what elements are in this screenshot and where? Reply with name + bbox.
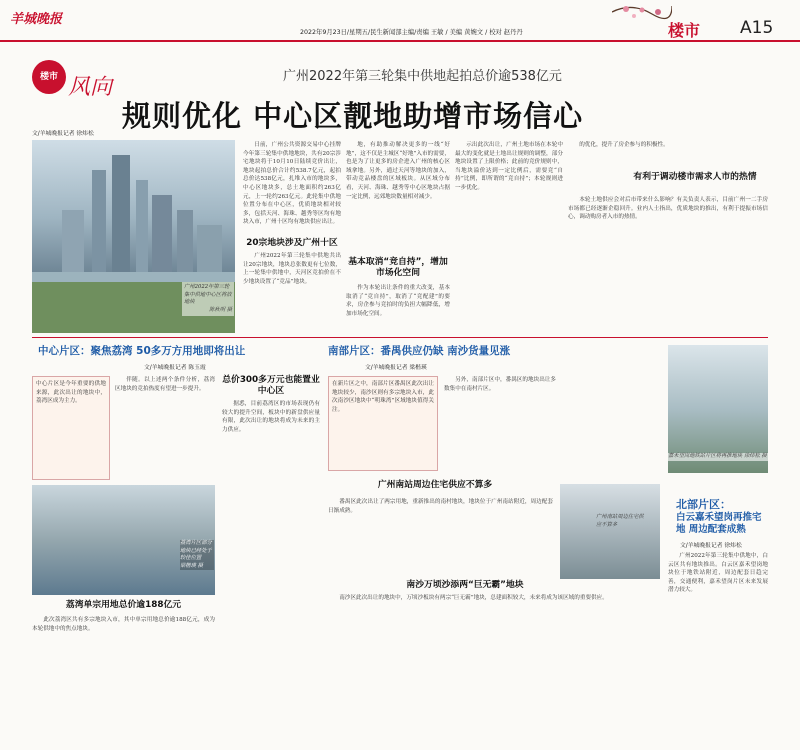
badge-bottom: 风向 [68, 75, 113, 100]
central-zone-caption: 荔湾片区部分地块已经处于较佳位置 梁楷瑛 摄 [180, 540, 214, 570]
plum-blossom-icon [612, 0, 672, 40]
central-zone-byline: 文/羊城晚报记者 陈玉霞 [144, 365, 206, 371]
central-zone-subhead2: 荔湾单宗用地总价逾188亿元 [65, 600, 182, 610]
south-zone-col2: 番禺区此次出让了两宗用地，重新推出的南村地块，地块位于广州南站附近，周边配套日渐成熟。 [328, 499, 553, 514]
south-zone-byline: 文/羊城晚报记者 梁楷瑛 [365, 365, 427, 371]
central-zone-col3: 此次荔湾区共有多宗地块入市，其中单宗用地总价逾188亿元，成为本轮供地中的焦点地块。 [32, 617, 215, 632]
article1-col4b: 本轮土地供应会对后市带来什么影响？有关负责人表示，目前广州一二手房市场都已经逐渐企稳回升。业内人士指出，优质地块的推出，有利于提振市场信心，调动购房者入市的热情。 [568, 197, 768, 221]
page-number: A15 [740, 18, 774, 38]
north-zone-photo [668, 345, 768, 473]
article1-subhead4: 有利于调动楼市需求人市的热情 [633, 172, 757, 182]
central-zone-subhead: 总价300多万元也能置业中心区 [222, 375, 320, 396]
article1-col1b: 广州2022年第三轮集中供地共出让20宗地块，地块总张数更有七位数，上一轮集中供地中，天河区竞拍价在不少地块设置了“竞品”地块。 [243, 253, 341, 285]
south-zone-col: 另外，南部片区中，番禺区的地块出让多数集中在南村片区。 [444, 377, 556, 392]
north-zone-title2: 白云嘉禾望岗再推宅地 周边配套成熟 [676, 512, 762, 535]
south-zone-caption: 广州南站周边住宅供应不算多 [596, 514, 644, 528]
badge-top: 楼市 [39, 72, 58, 82]
south-zone-title: 南部片区：番禺供应仍缺 南沙货量见涨 [328, 345, 511, 357]
photo-caption: 广州2022年第三轮集中供地中心区将放地块 [184, 284, 232, 305]
south-zone-photo [560, 484, 660, 579]
south-zone-col3: 南沙区此次出让的地块中，万顷沙板块有两宗“巨无霸”地块，总建面积较大，未来将成为该区域的重要供应。 [339, 595, 608, 601]
newspaper-logo: 羊城晚报 [10, 12, 63, 27]
north-zone-title: 北部片区： [676, 498, 731, 511]
south-zone-box [328, 376, 438, 471]
headline-main: 规则优化 中心区靓地助增市场信心 [122, 99, 584, 133]
section-title: 楼市 [668, 21, 701, 40]
photo-caption-box [182, 282, 234, 316]
article1-col4: 的优化，提升了房企参与的积极性。 [579, 142, 669, 148]
article1-subhead2: 基本取消“竞自持”，增加市场化空间 [348, 257, 448, 278]
north-zone-col: 广州2022年第三轮集中供地中，白云区共有地块推出。白云区嘉禾望岗地块位于地铁站附近，周边配套日趋完善，交通便利，嘉禾望岗片区未来发展潜力较大。 [668, 553, 768, 594]
headline-kicker: 广州2022年第三轮集中供地起拍总价逾538亿元 [283, 69, 562, 84]
south-zone-subhead2: 南沙万顷沙添两“巨无霸”地块 [406, 580, 524, 590]
photo-credit: 陈秋明 摄 [209, 306, 232, 313]
article1-col1: 日前，广州公共资源交易中心挂牌今年第三轮集中供地地块，共有20宗涉宅地块将于10月10日陆续竞价出让，地块起拍总价合计约538.7亿元，起拍总价达538亿元，扎堆入市的地块多，中心区地块多，总土地面积约263亿元，上一轮约263亿元。此轮集中供地位置分布在中心区，优质地块相对较多，包括天河、海珠、越秀等区均有地块入市，广州十区均有地块供应出让。 [243, 142, 341, 226]
central-zone-intro: 中心片区是今年重要的供地来源，此次出让的地块中，荔湾区成为主力。 [36, 381, 106, 405]
masthead [0, 0, 800, 46]
north-zone-caption: 嘉禾望岗地铁站片区将再推地块 徐炜松 摄 [668, 453, 767, 459]
south-zone-box-text: 在新片区之中，南部片区番禺区此次出让地块较少，南沙区则有多宗地块入市，此次南沙区地块中“明珠湾”区域地块值得关注。 [332, 381, 434, 413]
article1-col2b: 作为本轮出让条件的重大改变，基本取消了“竞自持”，取消了“竞配建”的要求，房企参与竞拍时的负担大幅降低，增加市场化空间。 [346, 285, 450, 317]
issue-info: 2022年9月23日/星期五/民生新闻部主编/责编 王敏 / 美编 黄婉文 / 校对 赵丹丹 [300, 29, 523, 36]
article1-col3: 示出此次出让，广州土地市场在本轮中最大的变化就是土地出让规则的调整，部分地块设置了上限价格；此前的竞价规则中，当地块溢价达到一定比例后，需要竞“自持”比例，即所谓的“竞自持”；本轮规则进一步优化。 [455, 142, 563, 191]
central-zone-title: 中心片区：聚焦荔湾 50多万方用地即将出让 [38, 345, 246, 357]
central-zone-col2: 据悉，目前荔湾区的市场表现仍有较大的提升空间，板块中的新盘供应量有限，此次出让的地块将成为未来的主力供应。 [222, 401, 320, 433]
central-zone-photo [32, 485, 215, 595]
article1-subhead1: 20宗地块涉及广州十区 [246, 238, 338, 248]
article1-col2: 地，有助推动解决更多的一线“好地”，这不仅是主城区“好地”入市的需要，也是为了让更多的房企进入广州的核心区域拿地。另外，通过天河等地块的加入，带动竞品楼盘的区域板块。从区域分布看，天河、海珠、越秀等中心区地块占据一定比例，远郊地块数量相对减少。 [346, 142, 450, 200]
north-zone-byline: 文/羊城晚报记者 徐炜松 [680, 543, 742, 549]
south-zone-subhead: 广州南站周边住宅供应不算多 [377, 480, 493, 490]
column-badge [32, 60, 66, 94]
section-divider [32, 337, 768, 338]
central-zone-col: 伴随。以上述两个条件分析，荔湾区地块的竞拍热度有望进一步提升。 [115, 377, 215, 392]
central-zone-intro-box [32, 376, 110, 480]
headline-byline: 文/羊城晚报记者 徐炜松 [32, 131, 94, 137]
hero-photo [32, 140, 235, 333]
